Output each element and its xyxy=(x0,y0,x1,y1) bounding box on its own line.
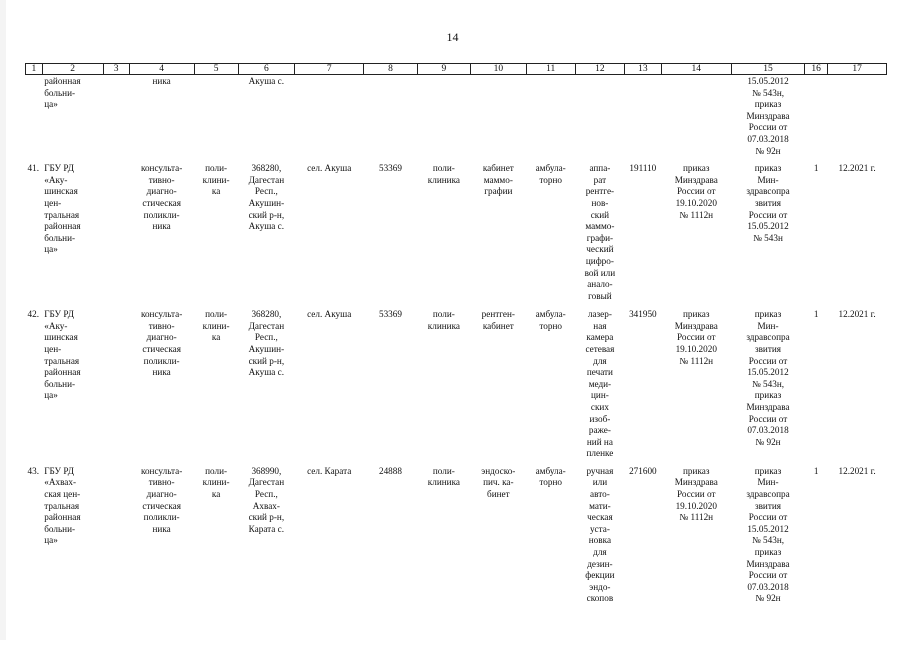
cell-deadline xyxy=(828,75,887,158)
cell-care-mode: амбула- торно xyxy=(535,465,566,488)
cell-equipment xyxy=(575,75,624,158)
cell-organization: ГБУ РД «Аку- шинская цен- тральная районная больни- ца» xyxy=(44,309,81,401)
column-header: 2 xyxy=(42,64,103,75)
column-number-row xyxy=(26,64,887,75)
cell-organization: ГБУ РД «Аку- шинская цен- тральная районная больни- ца» xyxy=(44,163,81,255)
cell-order xyxy=(661,75,731,158)
cell-division xyxy=(417,75,470,158)
cell-col3 xyxy=(103,460,129,646)
cell-care-mode xyxy=(526,75,575,158)
cell-quantity xyxy=(805,75,828,158)
cell-unit-kind: поли- клини- ка xyxy=(202,163,230,197)
cell-col3 xyxy=(103,75,129,158)
continued-row xyxy=(26,75,887,158)
scan-edge xyxy=(0,0,6,640)
column-header: 12 xyxy=(575,64,624,75)
cell-code: 271600 xyxy=(629,465,657,476)
cell-order: приказ Минздрава России от 19.10.2020 № 1112н xyxy=(674,465,718,523)
column-header: 13 xyxy=(625,64,662,75)
cell-order: приказ Минздрава России от 19.10.2020 № 1112н xyxy=(674,309,718,366)
column-header: 1 xyxy=(26,64,43,75)
cell-equipment: аппа- рат рентге- нов- ский маммо- графи- ческий цифро- вой или анало- говый xyxy=(584,163,616,301)
cell-unit-type: консульта- тивно- диагно- стическая поликли- ника xyxy=(140,163,183,232)
cell-code xyxy=(625,75,662,158)
cell-code: 191110 xyxy=(629,163,657,174)
cell-organization: районная больни- ца» xyxy=(44,76,81,110)
column-header: 15 xyxy=(731,64,804,75)
cell-unit-type: ника xyxy=(152,76,171,86)
column-header: 11 xyxy=(526,64,575,75)
page-number: 14 xyxy=(446,30,459,44)
cell-number xyxy=(26,75,43,158)
table-row xyxy=(26,157,887,303)
cell-room xyxy=(471,75,527,158)
cell-organization: ГБУ РД «Ахвах- ская цен- тральная районная больни- ца» xyxy=(44,465,81,546)
cell-division: поли- клиника xyxy=(427,163,460,185)
cell-deadline: 12.2021 г. xyxy=(838,309,876,320)
cell-population: 53369 xyxy=(378,309,402,320)
cell-standard: приказ Мин- здравсопра звития России от 15.05.2012 № 543н, приказ Минздрава России от 07.03.2018 № 92н xyxy=(746,309,790,447)
cell-unit-type: консульта- тивно- диагно- стическая поликли- ника xyxy=(140,309,183,378)
table-row xyxy=(26,460,887,646)
cell-equipment: лазер- ная камера сетевая для печати меди- цин- ских изоб- раже- ний на пленке xyxy=(585,309,615,459)
column-header: 5 xyxy=(194,64,238,75)
column-header: 14 xyxy=(661,64,731,75)
cell-settlement: сел. Карата xyxy=(307,465,352,476)
column-header: 10 xyxy=(471,64,527,75)
cell-order: приказ Минздрава России от 19.10.2020 № 1112н xyxy=(674,163,718,220)
table-row xyxy=(26,303,887,460)
cell-address: 368280, Дагестан Респ., Акушин- ский р-н, Акуша с. xyxy=(248,163,285,232)
cell-standard: приказ Мин- здравсопра звития России от 15.05.2012 № 543н, приказ Минздрава России от 07.03.2018 № 92н xyxy=(746,465,790,604)
cell-standard: 15.05.2012 № 543н, приказ Минздрава России от 07.03.2018 № 92н xyxy=(746,76,790,156)
cell-address: 368990, Дагестан Респ., Ахвах- ский р-н, Карата с. xyxy=(248,465,285,534)
cell-room: кабинет маммо- графии xyxy=(482,163,514,197)
cell-unit-kind: поли- клини- ка xyxy=(202,465,230,500)
column-header: 8 xyxy=(364,64,417,75)
cell-standard: приказ Мин- здравсопра звития России от 15.05.2012 № 543н xyxy=(746,163,790,243)
cell-deadline: 12.2021 г. xyxy=(838,163,876,174)
equipment-table xyxy=(25,63,887,646)
column-header: 9 xyxy=(417,64,470,75)
cell-number: 42. xyxy=(27,309,39,320)
cell-number: 43. xyxy=(27,465,39,476)
cell-division: поли- клиника xyxy=(427,309,460,331)
column-header: 16 xyxy=(805,64,828,75)
cell-deadline: 12.2021 г. xyxy=(838,465,876,476)
cell-unit-type: консульта- тивно- диагно- стическая поликли- ника xyxy=(140,465,183,534)
column-header: 7 xyxy=(295,64,364,75)
cell-number: 41. xyxy=(27,163,39,174)
cell-population xyxy=(364,75,417,158)
cell-room: эндоско- пич. ка- бинет xyxy=(481,465,516,500)
cell-unit-kind: поли- клини- ка xyxy=(202,309,230,343)
cell-unit-kind xyxy=(194,75,238,158)
cell-settlement: сел. Акуша xyxy=(307,163,352,174)
column-header: 3 xyxy=(103,64,129,75)
cell-population: 53369 xyxy=(378,163,402,174)
cell-settlement xyxy=(295,75,364,158)
cell-care-mode: амбула- торно xyxy=(535,309,566,331)
cell-address: Акуша с. xyxy=(248,76,285,86)
cell-care-mode: амбула- торно xyxy=(535,163,566,185)
cell-population: 24888 xyxy=(378,465,402,476)
cell-code: 341950 xyxy=(629,309,657,320)
column-header: 17 xyxy=(828,64,887,75)
column-header: 4 xyxy=(129,64,194,75)
cell-settlement: сел. Акуша xyxy=(307,309,352,320)
cell-equipment: ручная или авто- мати- ческая уста- новка для дезин- фекции эндо- скопов xyxy=(585,465,615,604)
column-header: 6 xyxy=(238,64,295,75)
cell-division: поли- клиника xyxy=(427,465,460,488)
cell-room: рентген- кабинет xyxy=(481,309,515,331)
cell-quantity: 1 xyxy=(813,309,819,320)
cell-quantity: 1 xyxy=(813,163,819,174)
cell-col3 xyxy=(103,157,129,303)
cell-address: 368280, Дагестан Респ., Акушин- ский р-н, Акуша с. xyxy=(248,309,285,378)
cell-quantity: 1 xyxy=(813,465,819,476)
cell-col3 xyxy=(103,303,129,460)
